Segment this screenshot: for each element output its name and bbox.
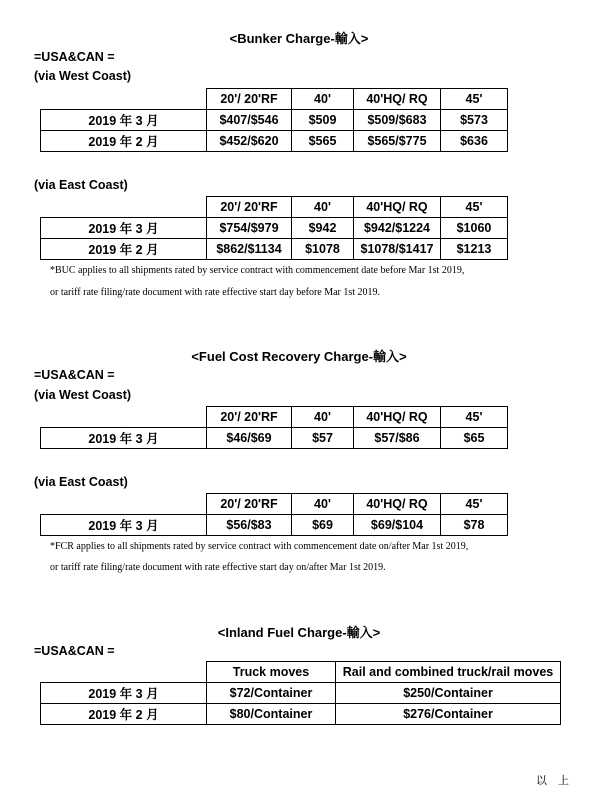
inland-region: =USA&CAN = [34,644,115,658]
header-cell: 40'HQ/ RQ [354,407,441,428]
table-row [41,110,508,131]
table-header-row [41,662,561,683]
table-cell: $57/$86 [354,428,441,449]
table-cell: $80/Container [207,704,336,725]
header-cell: 20'/ 20'RF [207,407,292,428]
table-cell: $1213 [441,239,508,260]
table-row [41,683,561,704]
table-cell: $276/Container [336,704,561,725]
table-cell: $942 [292,218,354,239]
header-cell: 20'/ 20'RF [207,89,292,110]
table-cell: $509 [292,110,354,131]
footer-closing-mark: 以 上 [536,775,574,787]
header-cell: 40' [292,89,354,110]
header-cell: 45' [441,494,508,515]
header-cell: 40'HQ/ RQ [354,494,441,515]
table-cell: $636 [441,131,508,152]
header-cell: 45' [441,89,508,110]
fuel-west-label: (via West Coast) [34,388,132,402]
table-cell: $57 [292,428,354,449]
table-cell: $46/$69 [207,428,292,449]
header-cell: 40' [292,197,354,218]
fuel-region: =USA&CAN = [34,368,115,382]
fuel-title: <Fuel Cost Recovery Charge-輸入> [191,349,407,364]
table-cell: $754/$979 [207,218,292,239]
table-cell: $1078/$1417 [354,239,441,260]
table-header-row [41,407,508,428]
row-label: 2019 年 3 月 [41,428,207,449]
row-label: 2019 年 3 月 [41,515,207,536]
fuel-east-table [40,493,508,536]
fuel-west-table [40,406,508,449]
header-cell: 40'HQ/ RQ [354,89,441,110]
row-label: 2019 年 3 月 [41,218,207,239]
fuel-note-line-2: or tariff rate filing/rate document with rate effective start day on/after Mar 1st 2019. [50,562,386,573]
table-row [41,515,508,536]
table-row [41,239,508,260]
table-cell: $407/$546 [207,110,292,131]
header-cell: 20'/ 20'RF [207,494,292,515]
row-label: 2019 年 2 月 [41,131,207,152]
row-label: 2019 年 2 月 [41,704,207,725]
table-cell: $250/Container [336,683,561,704]
header-cell: 45' [441,197,508,218]
header-cell: Rail and combined truck/rail moves [336,662,561,683]
bunker-region: =USA&CAN = [34,50,115,64]
table-cell: $72/Container [207,683,336,704]
table-cell: $78 [441,515,508,536]
table-cell: $56/$83 [207,515,292,536]
row-label: 2019 年 3 月 [41,683,207,704]
table-cell: $69/$104 [354,515,441,536]
table-header-row [41,494,508,515]
table-cell: $69 [292,515,354,536]
table-header-row [41,89,508,110]
table-cell: $942/$1224 [354,218,441,239]
row-label: 2019 年 2 月 [41,239,207,260]
bunker-title: <Bunker Charge-輸入> [229,31,369,46]
header-cell: 40' [292,494,354,515]
fuel-note-line-1: *FCR applies to all shipments rated by service contract with commencement date on/after Mar 1st 2019, [50,541,469,552]
header-cell: 40'HQ/ RQ [354,197,441,218]
bunker-note-line-1: *BUC applies to all shipments rated by service contract with commencement date before Mar 1st 2019, [50,265,465,276]
bunker-west-label: (via West Coast) [34,69,132,83]
fuel-east-label: (via East Coast) [34,475,128,489]
table-cell: $452/$620 [207,131,292,152]
header-cell: 20'/ 20'RF [207,197,292,218]
table-cell: $1060 [441,218,508,239]
table-row [41,131,508,152]
bunker-east-label: (via East Coast) [34,178,128,192]
inland-table [40,661,561,725]
table-cell: $65 [441,428,508,449]
header-cell: 40' [292,407,354,428]
table-row [41,428,508,449]
bunker-east-table [40,196,508,260]
table-cell: $862/$1134 [207,239,292,260]
header-cell: 45' [441,407,508,428]
row-label: 2019 年 3 月 [41,110,207,131]
table-cell: $565 [292,131,354,152]
inland-title: <Inland Fuel Charge-輸入> [217,625,381,640]
table-cell: $573 [441,110,508,131]
table-row [41,704,561,725]
table-row [41,218,508,239]
table-cell: $565/$775 [354,131,441,152]
table-header-row [41,197,508,218]
bunker-note-line-2: or tariff rate filing/rate document with rate effective start day before Mar 1st 2019. [50,287,381,298]
table-cell: $509/$683 [354,110,441,131]
table-cell: $1078 [292,239,354,260]
bunker-west-table [40,88,508,152]
header-cell: Truck moves [207,662,336,683]
